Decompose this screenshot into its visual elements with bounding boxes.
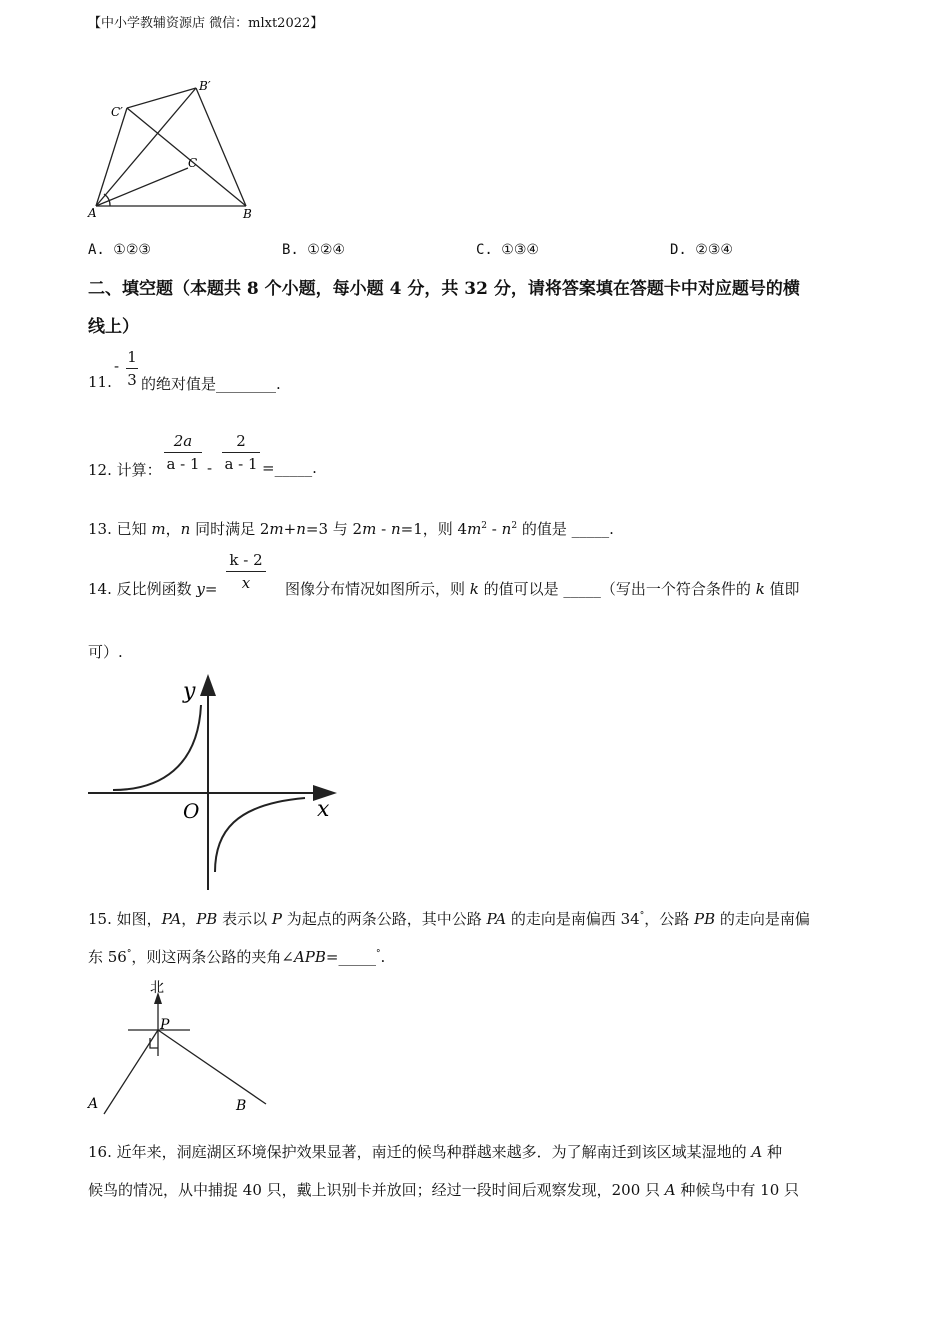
- segment-CprimeBprime: [127, 88, 196, 108]
- road-PB: [158, 1030, 266, 1104]
- section-heading-line2: 线上）: [88, 317, 139, 337]
- hyperbola-branch-lower-right: [215, 798, 305, 872]
- q12-minus: -: [207, 459, 213, 477]
- section-heading-line1: 二、填空题（本题共 8 个小题，每小题 4 分，共 32 分，请将答案填在答题卡中对应题号的横: [88, 279, 800, 299]
- q10-geometry-figure: [80, 70, 280, 230]
- label-A: A: [88, 206, 97, 220]
- q11-number: 11.: [88, 373, 112, 391]
- q14-line2: 可）.: [88, 643, 123, 661]
- segment-BprimeB: [196, 88, 246, 206]
- q12-fraction-1: 2a a - 1: [164, 432, 202, 473]
- q15-line1: 15. 如图，PA，PB 表示以 P 为起点的两条公路，其中公路 PA 的走向是南偏西 34°，公路 PB 的走向是南偏: [88, 910, 810, 928]
- q15-line2: 东 56°，则这两条公路的夹角∠APB=_____°.: [88, 948, 386, 966]
- x-axis-label: x: [317, 797, 330, 822]
- q14-text: 图像分布情况如图所示，则 k 的值可以是 _____（写出一个符合条件的 k 值即: [285, 580, 800, 598]
- option-c: C. ①③④: [476, 242, 539, 258]
- q15-direction-figure: [80, 972, 280, 1122]
- label-B: B: [236, 1098, 247, 1114]
- option-b: B. ①②④: [282, 242, 345, 258]
- label-B: B: [243, 207, 252, 221]
- q14-prefix: 14. 反比例函数 y=: [88, 580, 218, 598]
- y-axis-label: y: [183, 679, 196, 704]
- q16-line2: 候鸟的情况，从中捕捉 40 只，戴上识别卡并放回；经过一段时间后观察发现，200 只 A 种候鸟中有 10 只: [88, 1181, 800, 1199]
- q12-suffix: =_____.: [262, 459, 317, 477]
- option-d: D. ②③④: [670, 242, 733, 258]
- q13-text: 13. 已知 m，n 同时满足 2m+n=3 与 2m - n=1，则 $4m^2 - n^2$ 的值是 _____.: [88, 520, 614, 538]
- label-B-prime: B′: [199, 79, 211, 93]
- q14-fraction: k - 2 x: [226, 551, 266, 592]
- q11-text: 的绝对值是________.: [141, 375, 281, 393]
- origin-label: O: [183, 799, 200, 823]
- label-C-prime: C′: [111, 105, 123, 119]
- segment-AC-prime: [96, 108, 127, 206]
- q12-prefix: 12. 计算：: [88, 461, 162, 479]
- option-a: A. ①②③: [88, 242, 151, 258]
- segment-CprimeB: [127, 108, 246, 206]
- q12-fraction-2: 2 a - 1: [222, 432, 260, 473]
- page-header: 【中小学教辅资源店 微信：mlxt2022】: [88, 16, 324, 31]
- q16-line1: 16. 近年来，洞庭湖区环境保护效果显著，南迁的候鸟种群越来越多．为了解南迁到该区域某湿地的 A 种: [88, 1143, 783, 1161]
- q14-hyperbola-graph: [85, 672, 345, 892]
- label-A: A: [88, 1096, 99, 1112]
- hyperbola-branch-upper-left: [113, 705, 201, 790]
- q11-minus: -: [114, 357, 120, 375]
- north-label: 北: [150, 980, 164, 996]
- q11-fraction: 1 3: [127, 348, 137, 389]
- label-C: C: [188, 156, 198, 170]
- y-axis-arrow: [200, 674, 216, 696]
- label-P: P: [160, 1017, 170, 1033]
